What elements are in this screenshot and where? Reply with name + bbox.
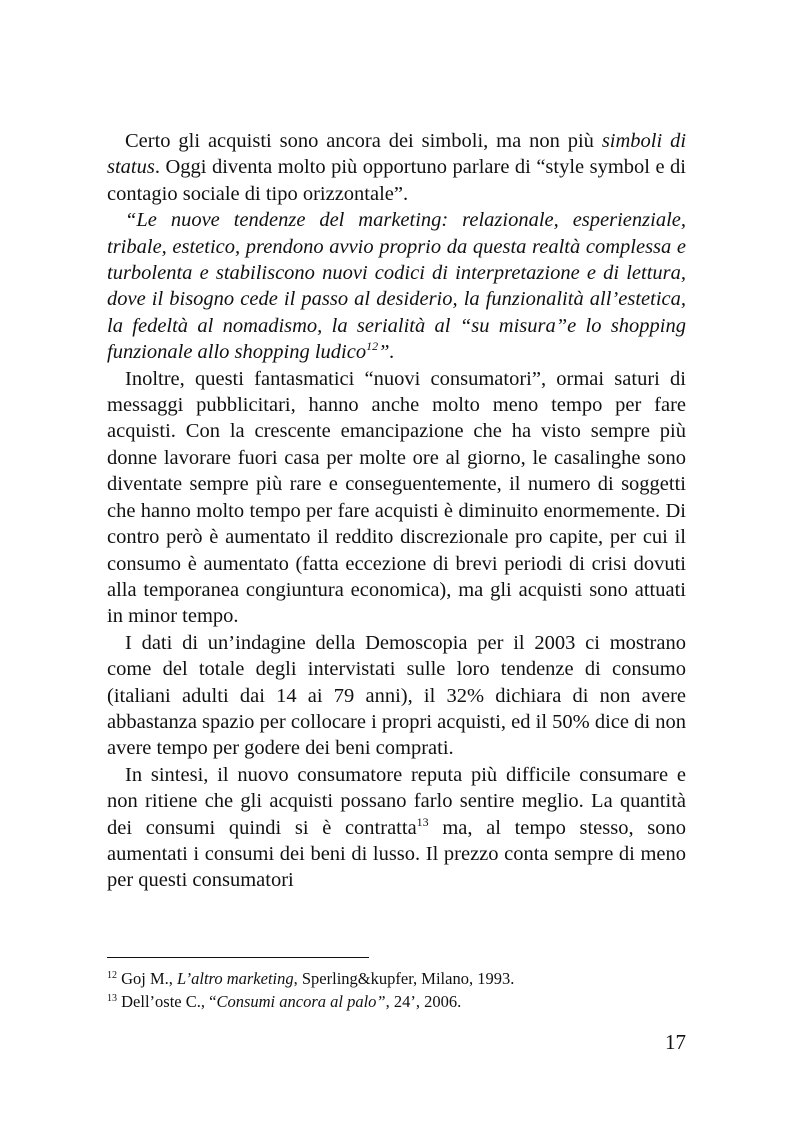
italic-phrase: simboli di status bbox=[107, 130, 687, 179]
footnote-author: Dell’oste C., “ bbox=[117, 992, 217, 1011]
footnote-title: Consumi ancora al palo” bbox=[216, 992, 386, 1011]
footnote-details: , Sperling&kupfer, Milano, 1993. bbox=[293, 969, 515, 988]
footnote-13 bbox=[107, 990, 686, 1013]
footnote-details: , 24’, 2006. bbox=[385, 992, 462, 1011]
footnote-number: 13 bbox=[107, 993, 117, 1004]
footnote-ref-13[interactable]: 13 bbox=[416, 814, 429, 829]
page-number: 17 bbox=[665, 1030, 686, 1054]
quote-close: ”. bbox=[378, 341, 395, 364]
page-body bbox=[107, 128, 686, 894]
paragraph-summary bbox=[107, 762, 686, 894]
quote-text: “Le nuove tendenze del marketing: relazionale, esperienziale, tribale, estetico, prendono avvio proprio da questa realtà complessa e turbolenta e stabiliscono nuovi codici di interpretazione e di lettura, dove il bisogno cede il passo al desiderio, la funzionalità all’estetica, la fedeltà al nomadismo, la serialità al “su misura”e lo shopping funzionale allo shopping ludico bbox=[107, 209, 686, 364]
footnote-divider bbox=[107, 957, 369, 958]
paragraph-demoscopia-data: I dati di un’indagine della Demoscopia per il 2003 ci mostrano come del totale degli intervistati sulle loro tendenze di consumo (italiani adulti dai 14 ai 79 anni), il 32% dichiara di non avere abbastanza spazio per collocare i propri acquisti, ed il 50% dice di non avere tempo per godere dei beni comprati. bbox=[107, 631, 686, 760]
footnote-12 bbox=[107, 967, 686, 990]
footnote-ref-12[interactable]: 12 bbox=[366, 339, 379, 354]
quote-marketing-trends bbox=[107, 207, 686, 365]
paragraph-status-symbols bbox=[107, 128, 686, 207]
footnote-title: L’altro marketing bbox=[177, 969, 294, 988]
paragraph-new-consumers: Inoltre, questi fantasmatici “nuovi consumatori”, ormai saturi di messaggi pubblicitari, hanno anche molto meno tempo per fare acquisti. Con la crescente emancipazione che ha visto sempre più donne lavorare fuori casa per molte ore al giorno, le casalinghe sono diventate sempre più rare e conseguentemente, il numero di soggetti che hanno molto tempo per fare acquisti è diminuito enormemente. Di contro però è aumentato il reddito discrezionale pro capite, per cui il consumo è aumentato (fatta eccezione di brevi periodi di crisi dovuti alla temporanea congiuntura economica), ma gli acquisti sono attuati in minor tempo. bbox=[107, 367, 686, 628]
footnote-author: Goj M., bbox=[117, 969, 178, 988]
paragraph-text: ma, al tempo stesso, sono aumentati i consumi dei beni di lusso. Il prezzo conta sempre di meno per questi consumatori bbox=[107, 816, 686, 892]
paragraph-text: Certo gli acquisti sono ancora dei simboli, ma non più bbox=[125, 130, 594, 152]
paragraph-text: . Oggi diventa molto più opportuno parlare di “style symbol e di contagio sociale di tipo orizzontale”. bbox=[107, 156, 686, 205]
paragraph-text: In sintesi, il nuovo consumatore reputa più difficile consumare e non ritiene che gli acquisti possano farlo sentire meglio. La quantità dei consumi quindi si è contratta bbox=[107, 763, 686, 839]
footnote-number: 12 bbox=[107, 970, 117, 981]
footnotes bbox=[107, 967, 686, 1013]
